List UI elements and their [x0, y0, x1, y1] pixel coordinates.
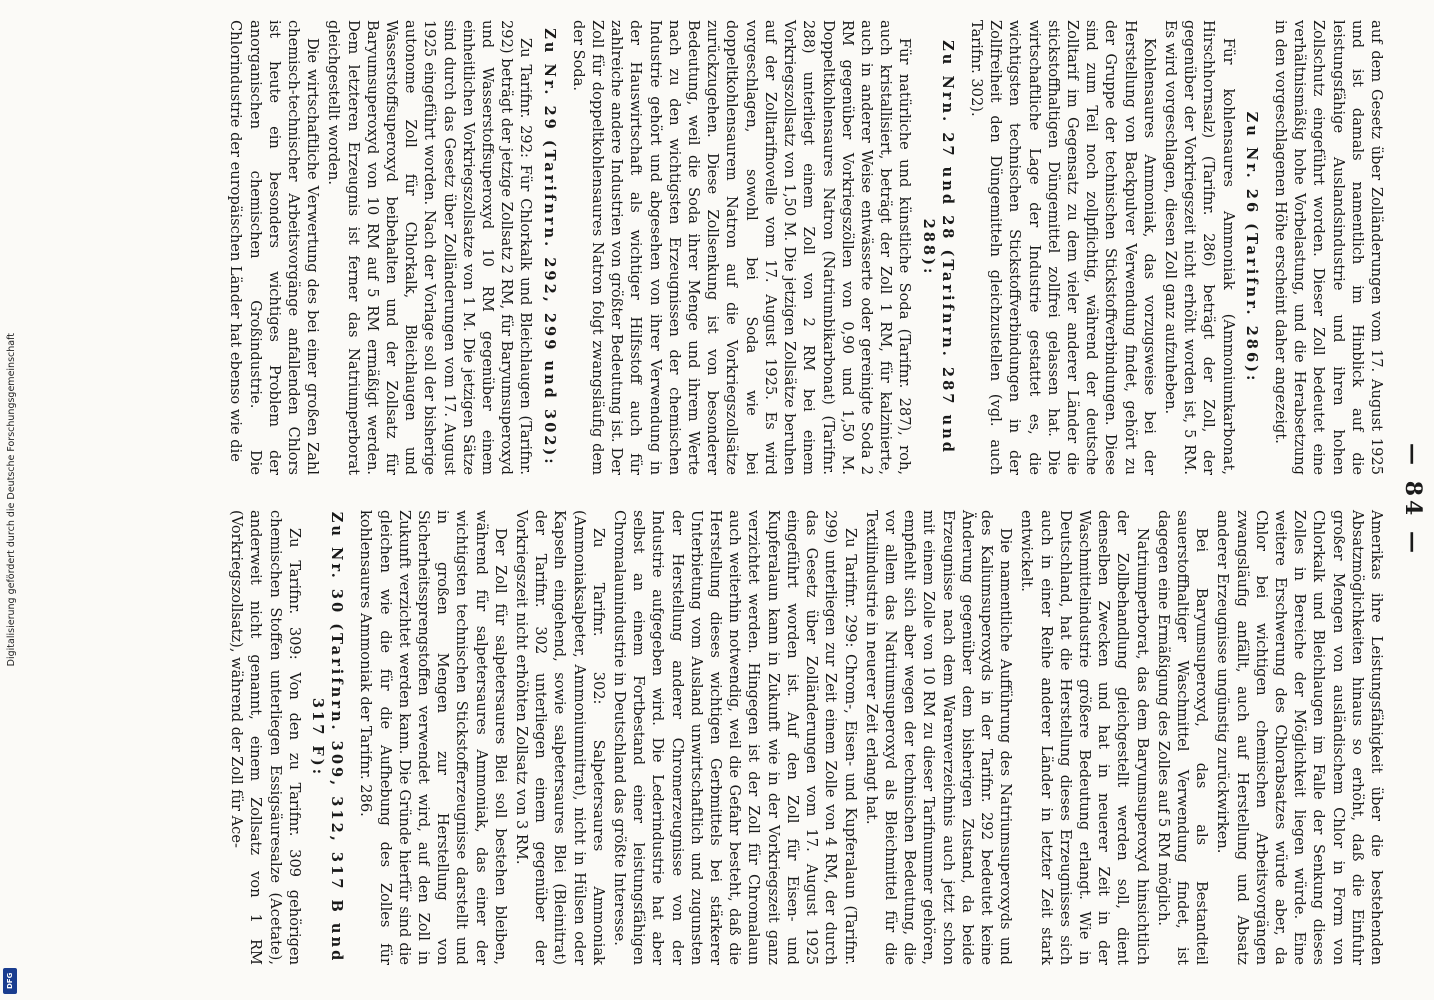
paragraph: Bei Baryumsuperoxyd, das als Bestandteil sauerstoffhaltiger Waschmittel Verwendung findet, ist dagegen eine Ermäßigung des Zolles auf 5 RM möglich.: [1154, 510, 1211, 965]
paragraph: Zu Tarifnr. 302: Salpetersaures Ammoniak (Ammoniaksalpeter, Ammoniumnitrat), nicht in Hülsen oder Kapseln eingehend, sowie salpetersaures Blei (Bleinitrat) der Tarifnr. 302 unterliegen einem gegenüber der Vorkriegszeit nicht erhöhten Zollsatz von 3 RM.: [513, 510, 607, 965]
paragraph: Der Zoll für salpetersaures Blei soll bestehen bleiben, während für salpetersaures Ammoniak, das einer der wichtigsten technischen Stickstofferzeugnisse darstellt und in großen Mengen zur Herstellung von Sicherheitssprengstoffen verwendet wird, auf den Zoll in Zukunft verzichtet werden kann. Die Gründe hierfür sind die gleichen wie die für die Aufhebung des Zolles für kohlensaures Ammoniak der Tarifnr. 286.: [357, 510, 509, 965]
paragraph: Zu Tarifnr. 299: Chrom-, Eisen- und Kupferalaun (Tarifnr. 299) unterliegen zur Zeit einem Zolle von 4 RM, der durch das Gesetz über Zolländerungen vom 17. August 1925 eingeführt worden ist. Auf den Zoll für Eisen- und Kupferalaun kann in Zukunft wie in der Vorkriegszeit ganz verzichtet werden. Hingegen ist der Zoll für Chromalaun auch weiterhin notwendig, weil die Gefahr besteht, daß die Herstellung dieses wichtigen Gerbmittels bei stärkerer Unterbietung vom Ausland unwirtschaftlich und zugunsten der Herstellung anderer Chromerzeugnisse von der Industrie aufgegeben wird. Die Lederindustrie hat aber selbst an einem Fortbestand einer leistungsfähigen Chromalaunindustrie in Deutschland das größte Interesse.: [611, 510, 859, 965]
paragraph: Natriumperborat, das dem Baryumsuperoxyd hinsichtlich der Zollbehandlung gleichgestellt werden soll, dient denselben Zwecken und hat in neuerer Zeit in der Waschmittelindustrie größere Bedeutung erlangt. Wie in Deutschland, hat die Herstellung dieses Erzeugnisses sich auch in einer Reihe anderer Länder in letzter Zeit stark entwickelt.: [1018, 510, 1151, 965]
paragraph: Amerikas ihre Leistungsfähigkeit über die bestehenden Absatzmöglichkeiten hinaus so erhöht, daß die Einfuhr großer Mengen von ausländischem Chlor in Form von Chlorkalk und Bleichlaugen im Falle der Senkung dieses Zolles in Bereiche der Möglichkeit liegen würde. Eine weitere Erschwerung des Chlorabsatzes würde aber, da Chlor bei wichtigen chemischen Arbeitsvorgängen zwangsläufig anfällt, auch auf Herstellung und Absatz anderer Erzeugnisse ungünstig zurückwirken.: [1214, 510, 1385, 965]
digitization-attribution: Digitalisierung gefördert durch die Deutsche Forschungsgemeinschaft: [5, 333, 17, 667]
paragraph: Für kohlensaures Ammoniak (Ammoniumkarbonat, Hirschhornsalz) (Tarifnr. 286) beträgt der Zoll, der gegenüber der Vorkriegszeit nicht erhöht worden ist, 5 RM. Es wird vorgeschlagen, diesen Zoll ganz aufzuheben.: [1161, 20, 1237, 475]
paragraph: Zu Tarifnr. 292: Für Chlorkalk und Bleichlaugen (Tarifnr. 292) beträgt der jetzige Zollsatz 2 RM, für Baryumsuperoxyd und Wasserstoffsuperoxyd 10 RM gegenüber einem einheitlichen Vorkriegszollsatze von 1 M. Die jetzigen Sätze sind durch das Gesetz über Zolländerungen vom 17. August 1925 eingeführt worden. Nach der Vorlage soll der bisherige autonome Zoll für Chlorkalk, Bleichlaugen und Wasserstoffsuperoxyd beibehalten und der Zollsatz für Baryumsuperoxyd von 10 RM auf 5 RM ermäßigt werden. Dem letzteren Erzeugnis ist ferner das Natriumperborat gleichgestellt worden.: [325, 20, 535, 475]
section-heading: Zu Nr. 26 (Tarifnr. 286):: [1242, 111, 1260, 384]
right-column: [225, 510, 1386, 965]
dfg-logo: DFG: [3, 968, 17, 994]
left-column: [224, 20, 1386, 475]
paragraph: auf dem Gesetz über Zolländerungen vom 17. August 1925 und ist damals namentlich im Hinblick auf die leistungsfähige Auslandsindustrie und ihren hohen Zollschutz eingeführt worden. Dieser Zoll bedeutet eine verhältnismäßig hohe Vorbelastung, und die Herabsetzung in den vorgeschlagenen Höhe erscheint daher angezeigt.: [1271, 20, 1385, 475]
paragraph: Die namentliche Aufführung des Natriumsuperoxyds und des Kaliumsuperoxyds in der Tarifnr. 292 bedeutet keine Änderung gegenüber dem bisherigen Zustand, da beide Erzeugnisse nach dem Warenverzeichnis auch jetzt schon mit einem Zolle von 10 RM zu dieser Tarifnummer gehören, empfiehlt sich aber wegen der technischen Bedeutung, die vor allem das Natriumsuperoxyd als Bleichmittel für die Textilindustrie in neuerer Zeit erlangt hat.: [862, 510, 1015, 965]
paragraph: Die wirtschaftliche Verwertung des bei einer großen Zahl chemisch-technischer Arbeitsvorgänge anfallenden Chlors ist heute ein besonders wichtiges Problem der anorganischen chemischen Großindustrie. Die Chlorindustrie der europäischen Länder hat ebenso wie die: [227, 20, 322, 475]
page-number: — 84 —: [1400, 443, 1426, 557]
paragraph: Kohlensaures Ammoniak, das vorzugsweise bei der Herstellung von Backpulver Verwendung findet, gehört zu der Gruppe der technischen Stickstoffverbindungen. Diese sind zum Teil noch zollpflichtig, während der deutsche Zolltarif im Gegensatz zu dem vieler anderer Länder die stickstoffhaltigen Düngemittel zollfrei gelassen hat. Die wirtschaftliche Lage der Industrie gestattet es, die wichtigsten technischen Stickstoffverbindungen in der Zollfreiheit den Düngemitteln gleichzustellen (vgl. auch Tarifnr. 302).: [967, 20, 1158, 475]
section-heading: Zu Nrn. 27 und 28 (Tarifnrn. 287 und 288):: [919, 40, 956, 455]
section-heading: Zu Nr. 30 (Tarifnrn. 309, 312, 317 B und 317 F):: [309, 511, 346, 964]
paragraph: Für natürliche und künstliche Soda (Tarifnr. 287), roh, auch kristallisiert, beträgt der Zoll 1 RM, für kalzinierte, auch in anderer Weise entwässerte oder gereinigte Soda 2 RM gegenüber Vorkriegszöllen von 0,90 und 1,50 M. Doppeltkohlensaures Natron (Natriumbikarbonat) (Tarifnr. 288) unterliegt einem Zoll von 2 RM bei einem Vorkriegszollsatz von 1,50 M. Die jetzigen Zollsätze beruhen auf der Zolltarifnovelle vom 17. August 1925. Es wird vorgeschlagen, sowohl bei Soda wie bei doppeltkohlensaurem Natron auf die Vorkriegszollsätze zurückzugehen. Diese Zollsenkung ist von besonderer Bedeutung, weil die Soda ihrer Menge und ihrem Werte nach zu den wichtigsten Erzeugnissen der chemischen Industrie gehört und abgesehen von ihrer Verwendung in der Hauswirtschaft als wichtiger Hilfsstoff auch für zahlreiche andere Industrien von größter Bedeutung ist. Der Zoll für doppeltkohlensaures Natron folgt zwangsläufig dem der Soda.: [569, 20, 914, 475]
section-heading: Zu Nr. 29 (Tarifnrn. 292, 299 und 302):: [540, 28, 558, 467]
paragraph: Zu Tarifnr. 309: Von den zu Tarifnr. 309 gehörigen chemischen Stoffen unterliegen Essigsäuresalze (Acetate), anderweit nicht genannt, einem Zollsatz von 1 RM (Vorkriegszollsatz), während der Zoll für Ace-: [228, 510, 303, 965]
